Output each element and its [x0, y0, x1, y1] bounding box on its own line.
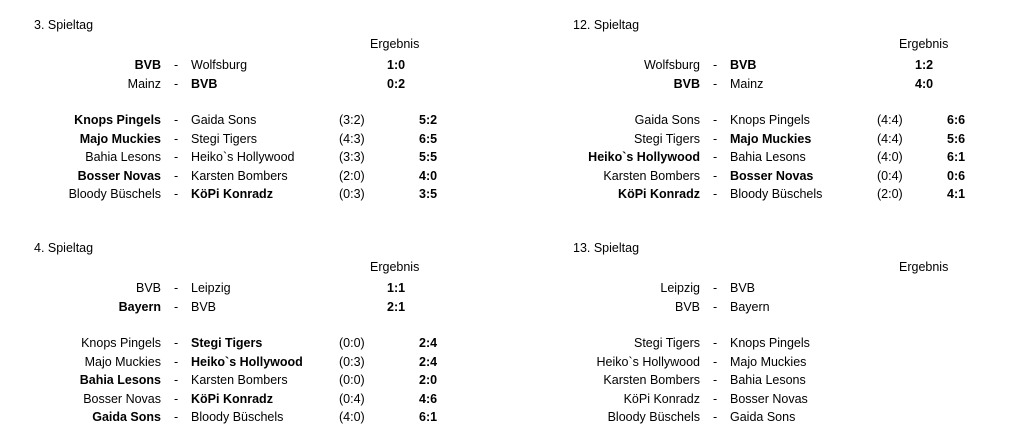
final-score: 6:1: [419, 410, 438, 425]
away-team: Knops Pingels: [730, 113, 810, 127]
halftime-score: (0:0): [339, 336, 365, 350]
matchday-title: 12. Spieltag: [573, 18, 640, 32]
bvb-match-row: [34, 298, 494, 316]
halftime-score: (0:4): [877, 168, 903, 183]
separator: -: [713, 336, 718, 350]
home-team: BVB: [134, 58, 161, 72]
away-team: Wolfsburg: [191, 58, 248, 72]
matchday-12-block: [573, 18, 1024, 218]
bvb-match-row: [34, 279, 494, 297]
match-row: [34, 408, 494, 426]
separator: -: [713, 391, 718, 406]
home-team: BVB: [674, 299, 700, 314]
final-score: 4:1: [947, 187, 966, 202]
bvb-match-row: [573, 75, 1024, 93]
separator: -: [174, 391, 179, 406]
home-team: Gaida Sons: [634, 113, 700, 127]
final-score: 2:0: [419, 373, 438, 388]
home-team: Bosser Novas: [83, 391, 161, 406]
halftime-score: (2:0): [339, 168, 365, 183]
separator: -: [174, 410, 179, 425]
home-team: BVB: [673, 76, 700, 91]
separator: -: [174, 281, 179, 295]
separator: -: [174, 354, 179, 369]
away-team: Mainz: [730, 76, 764, 91]
match-row: [573, 130, 1024, 148]
match-row: [34, 185, 494, 203]
bvb-match-row: [573, 279, 1024, 297]
home-team: Gaida Sons: [92, 410, 161, 425]
halftime-score: (0:0): [339, 373, 365, 388]
halftime-score: (3:2): [339, 113, 365, 127]
separator: -: [713, 58, 718, 72]
separator: -: [713, 410, 718, 425]
result-header: Ergebnis: [899, 37, 949, 51]
separator: -: [174, 373, 179, 388]
final-score: 6:5: [419, 131, 438, 146]
away-team: BVB: [191, 76, 218, 91]
final-score: 6:1: [947, 150, 966, 165]
separator: -: [713, 76, 718, 91]
away-team: Karsten Bombers: [191, 168, 288, 183]
final-score: 1:2: [915, 58, 934, 72]
final-score: 2:4: [419, 336, 438, 350]
halftime-score: (4:3): [339, 131, 365, 146]
separator: -: [713, 131, 718, 146]
separator: -: [174, 131, 179, 146]
away-team: Karsten Bombers: [191, 373, 288, 388]
away-team: Bahia Lesons: [730, 373, 806, 388]
separator: -: [174, 58, 179, 72]
home-team: Majo Muckies: [79, 131, 161, 146]
match-row: [573, 334, 1024, 352]
match-row: [573, 353, 1024, 371]
matchday-3-block: [34, 18, 494, 218]
home-team: Bahia Lesons: [79, 373, 161, 388]
match-row: [573, 111, 1024, 129]
halftime-score: (0:4): [339, 391, 365, 406]
final-score: 4:6: [419, 391, 438, 406]
result-header: Ergebnis: [370, 37, 420, 51]
away-team: BVB: [730, 281, 756, 295]
matchday-title: 13. Spieltag: [573, 241, 640, 255]
match-row: [34, 148, 494, 166]
away-team: Bosser Novas: [730, 168, 814, 183]
match-row: [573, 371, 1024, 389]
home-team: Bloody Büschels: [607, 410, 700, 425]
separator: -: [713, 168, 718, 183]
separator: -: [174, 150, 179, 165]
match-row: [34, 353, 494, 371]
bvb-match-row: [34, 56, 494, 74]
away-team: Gaida Sons: [730, 410, 796, 425]
away-team: Bahia Lesons: [730, 150, 806, 165]
final-score: 0:2: [387, 76, 406, 91]
home-team: KöPi Konradz: [618, 187, 700, 202]
separator: -: [713, 354, 718, 369]
match-row: [573, 390, 1024, 408]
match-row: [34, 390, 494, 408]
away-team: KöPi Konradz: [191, 391, 273, 406]
home-team: Bloody Büschels: [68, 187, 161, 202]
final-score: 5:2: [419, 113, 438, 127]
away-team: Majo Muckies: [730, 131, 812, 146]
result-header: Ergebnis: [899, 260, 949, 274]
separator: -: [713, 373, 718, 388]
matchday-title: 4. Spieltag: [34, 241, 94, 255]
match-row: [34, 130, 494, 148]
bvb-match-row: [573, 56, 1024, 74]
matchday-13-block: [573, 241, 1024, 441]
home-team: Karsten Bombers: [603, 168, 700, 183]
away-team: Stegi Tigers: [191, 336, 263, 350]
separator: -: [174, 168, 179, 183]
home-team: BVB: [135, 281, 161, 295]
home-team: Mainz: [127, 76, 161, 91]
final-score: 2:1: [387, 299, 406, 314]
home-team: Knops Pingels: [74, 113, 161, 127]
away-team: Heiko`s Hollywood: [191, 150, 295, 165]
away-team: Leipzig: [191, 281, 231, 295]
bvb-match-row: [573, 298, 1024, 316]
final-score: 1:1: [387, 281, 406, 295]
home-team: Knops Pingels: [81, 336, 161, 350]
away-team: Bayern: [730, 299, 770, 314]
final-score: 5:6: [947, 131, 966, 146]
home-team: KöPi Konradz: [623, 391, 700, 406]
home-team: Karsten Bombers: [603, 373, 700, 388]
away-team: Knops Pingels: [730, 336, 810, 350]
home-team: Bayern: [118, 299, 161, 314]
matchday-4-block: [34, 241, 494, 441]
away-team: Bloody Büschels: [730, 187, 823, 202]
match-row: [573, 148, 1024, 166]
halftime-score: (4:0): [877, 150, 903, 165]
final-score: 5:5: [419, 150, 438, 165]
away-team: Gaida Sons: [191, 113, 257, 127]
final-score: 2:4: [419, 354, 438, 369]
final-score: 3:5: [419, 187, 438, 202]
final-score: 4:0: [915, 76, 934, 91]
home-team: Heiko`s Hollywood: [596, 354, 700, 369]
final-score: 4:0: [419, 168, 438, 183]
separator: -: [713, 187, 718, 202]
separator: -: [713, 150, 718, 165]
separator: -: [174, 187, 179, 202]
matchday-title: 3. Spieltag: [34, 18, 94, 32]
home-team: Bosser Novas: [77, 168, 161, 183]
home-team: Stegi Tigers: [633, 336, 700, 350]
separator: -: [713, 113, 718, 127]
final-score: 0:6: [947, 168, 966, 183]
home-team: Stegi Tigers: [633, 131, 700, 146]
match-row: [34, 167, 494, 185]
home-team: Leipzig: [660, 281, 700, 295]
separator: -: [174, 76, 179, 91]
match-row: [573, 185, 1024, 203]
home-team: Wolfsburg: [643, 58, 700, 72]
away-team: BVB: [191, 299, 217, 314]
separator: -: [174, 299, 179, 314]
halftime-score: (0:3): [339, 354, 365, 369]
away-team: Bosser Novas: [730, 391, 808, 406]
result-header: Ergebnis: [370, 260, 420, 274]
away-team: KöPi Konradz: [191, 187, 273, 202]
away-team: Stegi Tigers: [191, 131, 258, 146]
separator: -: [174, 113, 179, 127]
home-team: Bahia Lesons: [85, 150, 161, 165]
away-team: BVB: [730, 58, 757, 72]
away-team: Bloody Büschels: [191, 410, 284, 425]
match-row: [34, 371, 494, 389]
halftime-score: (2:0): [877, 187, 903, 202]
final-score: 1:0: [387, 58, 406, 72]
halftime-score: (3:3): [339, 150, 365, 165]
home-team: Majo Muckies: [84, 354, 161, 369]
bvb-match-row: [34, 75, 494, 93]
match-row: [34, 334, 494, 352]
halftime-score: (4:4): [877, 131, 903, 146]
halftime-score: (0:3): [339, 187, 365, 202]
halftime-score: (4:0): [339, 410, 365, 425]
separator: -: [174, 336, 179, 350]
separator: -: [713, 299, 718, 314]
match-row: [573, 167, 1024, 185]
home-team: Heiko`s Hollywood: [588, 150, 700, 165]
match-row: [34, 111, 494, 129]
final-score: 6:6: [947, 113, 966, 127]
separator: -: [713, 281, 718, 295]
away-team: Heiko`s Hollywood: [191, 354, 303, 369]
halftime-score: (4:4): [877, 113, 903, 127]
match-row: [573, 408, 1024, 426]
away-team: Majo Muckies: [730, 354, 807, 369]
